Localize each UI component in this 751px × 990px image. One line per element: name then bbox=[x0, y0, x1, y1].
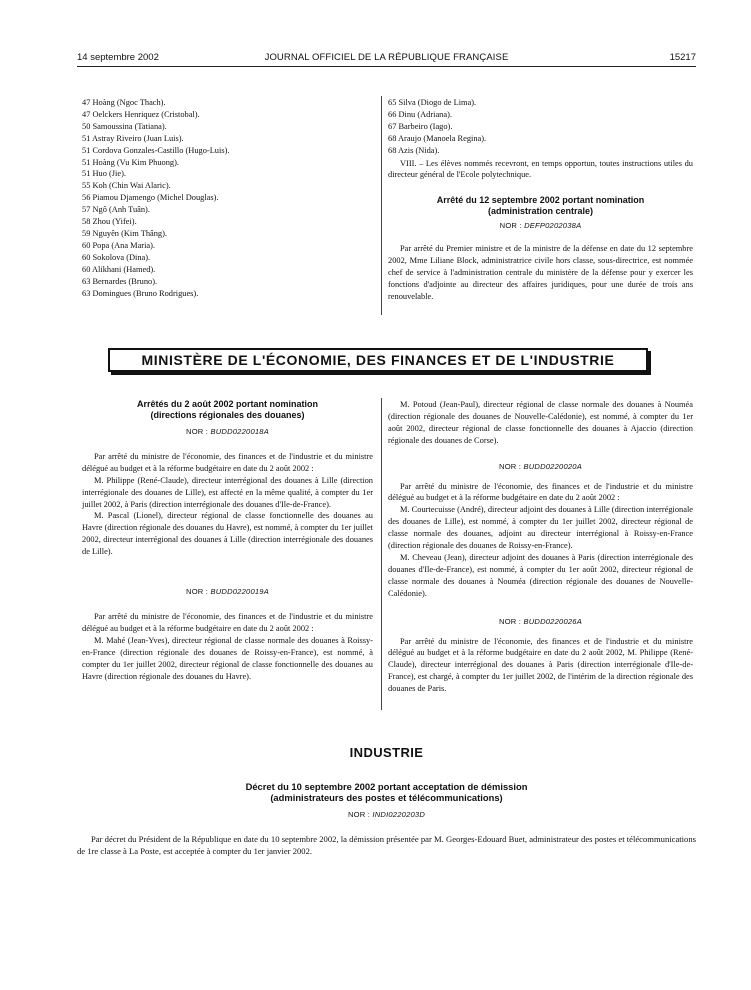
paragraph: Par arrêté du ministre de l'économie, des finances et de l'industrie et du ministre délégué au budget et à la réforme budgétaire en date du 2 août 2002 : bbox=[388, 481, 693, 503]
list-item: 60 Sokolova (Dina). bbox=[82, 252, 151, 262]
list-item: 65 Silva (Diogo de Lima). bbox=[388, 98, 477, 107]
paragraph: M. Courtecuisse (André), directeur adjoint des douanes à Lille (direction interrégionale des douanes de Lille), est nommé, à compter du 1er juillet 2002, directeur régional de classe normale des douanes, adjoint au directeur interrégional à Roissy-en-France (direction régionale des douanes de Roissy-en-France). bbox=[388, 505, 693, 551]
nor-reference: NOR : BUDD0220020A bbox=[499, 461, 582, 471]
list-item: 57 Ngô (Anh Tuân). bbox=[82, 205, 150, 215]
paragraph: M. Mahé (Jean-Yves), directeur régional de classe normale des douanes à Roissy-en-France (direction régionale des douanes de Roissy-en-France), est nommé, à compter du 1er juillet 2002, directeur régional de classe fonctionnelle des douanes au Havre (direction régionale des douanes du Havre). bbox=[82, 635, 373, 681]
paragraph: Par arrêté du ministre de l'économie, des finances et de l'industrie et du ministre délégué au budget et à la réforme budgétaire en date du 2 août 2002, M. Philippe (René-Claude), directeur interrégional des douanes à Paris (direction interrégionale d'Ile-de-France), est chargé, à compter du 1er juillet 2002, de l'intérim de la direction régionale des douanes de Paris. bbox=[388, 636, 693, 694]
page-number: 15217 bbox=[669, 52, 696, 63]
list-item: 47 Oelckers Henriquez (Cristobal). bbox=[82, 109, 200, 119]
left-column-middle bbox=[82, 399, 373, 682]
ministry-banner: MINISTÈRE DE L'ÉCONOMIE, DES FINANCES ET DE L'INDUSTRIE bbox=[108, 348, 648, 372]
header-rule bbox=[77, 66, 696, 67]
section-heading-industrie: INDUSTRIE bbox=[349, 745, 424, 760]
list-item: 68 Araujo (Manoela Regina). bbox=[388, 133, 487, 143]
list-item: 68 Azis (Nida). bbox=[388, 145, 440, 155]
list-item: 56 Piamou Djamengo (Michel Douglas). bbox=[82, 193, 219, 203]
journal-title: JOURNAL OFFICIEL DE LA RÉPUBLIQUE FRANÇAISE bbox=[264, 52, 509, 63]
paragraph: Par arrêté du ministre de l'économie, des finances et de l'industrie et du ministre délégué au budget et à la réforme budgétaire en date du 2 août 2002 : bbox=[82, 611, 373, 633]
nor-reference: NOR : BUDD0220019A bbox=[186, 587, 269, 597]
paragraph: M. Cheveau (Jean), directeur adjoint des douanes à Paris (direction interrégionale des douanes d'Ile-de-France), est nommé, à compter du 1er août 2002, directeur régional de classe normale des douanes à Nouméa (direction régionale des douanes de Nouvelle-Calédonie). bbox=[388, 552, 693, 598]
nor-reference: NOR : INDI0220203D bbox=[347, 810, 426, 819]
list-item: 59 Nguyên (Kim Thâng). bbox=[82, 228, 167, 238]
list-item: 55 Koh (Chin Wai Alaric). bbox=[82, 181, 171, 191]
list-item: 47 Hoàng (Ngoc Thach). bbox=[82, 98, 166, 107]
list-item: 58 Zhou (Yifei). bbox=[82, 217, 137, 227]
column-divider-middle bbox=[381, 398, 382, 710]
column-divider-top bbox=[381, 96, 382, 315]
arretes-2aout-title: Arrêtés du 2 août 2002 portant nomination (directions régionales des douanes) bbox=[136, 399, 319, 420]
arrete-12-title: Arrêté du 12 septembre 2002 portant nomination (administration centrale) bbox=[436, 195, 645, 217]
nor-reference: NOR : BUDD0220026A bbox=[499, 616, 582, 626]
right-column-top bbox=[388, 97, 693, 303]
paragraph: M. Philippe (René-Claude), directeur interrégional des douanes à Lille (direction interrégionale des douanes de Lille), est affecté en la même qualité, à compter du 1er juillet 2002, à Paris (direction interrégionale des douanes d'Ile-de-France). bbox=[82, 475, 373, 509]
list-item: 67 Barbeiro (Iago). bbox=[388, 121, 453, 131]
laureates-list-right bbox=[388, 97, 693, 157]
list-item: 60 Alikhani (Hamed). bbox=[82, 264, 156, 274]
list-item: 60 Popa (Ana Maria). bbox=[82, 240, 156, 250]
list-item: 66 Dinu (Adriana). bbox=[388, 109, 452, 119]
list-item: 63 Bernardes (Bruno). bbox=[82, 276, 158, 286]
list-item: 51 Cordova Gonzales-Castillo (Hugo-Luis). bbox=[82, 145, 230, 155]
arrete-12-body: Par arrêté du Premier ministre et de la ministre de la défense en date du 12 septembre 2002, Mme Liliane Block, administratrice civile hors classe, sous-directrice, est nommée chef de service à l'administration centrale du ministère de la défense pour y exercer les fonctions d'adjointe au directeur des affaires juridiques, pour une durée de trois ans renouvelable. bbox=[388, 244, 693, 301]
list-item: 51 Astray Riveiro (Juan Luis). bbox=[82, 133, 184, 143]
nor-reference: NOR : BUDD0220018A bbox=[186, 427, 269, 436]
decret-title: Décret du 10 septembre 2002 portant acceptation de démission (administrateurs des postes et télécommunications) bbox=[245, 781, 528, 803]
article-viii: VIII. – Les élèves nommés recevront, en temps opportun, toutes instructions utiles du directeur général de l'Ecole polytechnique. bbox=[388, 158, 693, 180]
paragraph: Par arrêté du ministre de l'économie, des finances et de l'industrie et du ministre délégué au budget et à la réforme budgétaire en date du 2 août 2002 : bbox=[82, 451, 373, 473]
right-column-middle bbox=[388, 399, 693, 695]
paragraph: M. Pascal (Lionel), directeur régional de classe fonctionnelle des douanes au Havre (direction régionale des douanes du Havre), est nommé, à compter du 1er juillet 2002, directeur interrégional des douanes à Lille (direction interrégionale des douanes de Lille). bbox=[82, 511, 373, 557]
list-item: 63 Domingues (Bruno Rodrigues). bbox=[82, 288, 199, 298]
list-item: 50 Samoussina (Tatiana). bbox=[82, 121, 167, 131]
list-item: 51 Hoàng (Vu Kim Phuong). bbox=[82, 157, 179, 167]
list-item: 51 Huo (Jie). bbox=[82, 169, 126, 179]
paragraph: M. Potoud (Jean-Paul), directeur régional de classe normale des douanes à Nouméa (direction régionale des douanes de Nouvelle-Calédonie), est nommé, à compter du 1er août 2002, directeur régional de classe fonctionnelle des douanes à Ajaccio (direction régionale des douanes de Corse). bbox=[388, 400, 693, 445]
decret-body: Par décret du Président de la République en date du 10 septembre 2002, la démission présentée par M. Georges-Edouard Buet, administrateur des postes et télécommunications de 1re classe à La Poste, est acceptée à compter du 1er janvier 2002. bbox=[77, 834, 696, 856]
laureates-list-left bbox=[82, 97, 372, 299]
nor-reference: NOR : DEFP0202038A bbox=[499, 221, 582, 231]
header-date: 14 septembre 2002 bbox=[77, 52, 159, 63]
